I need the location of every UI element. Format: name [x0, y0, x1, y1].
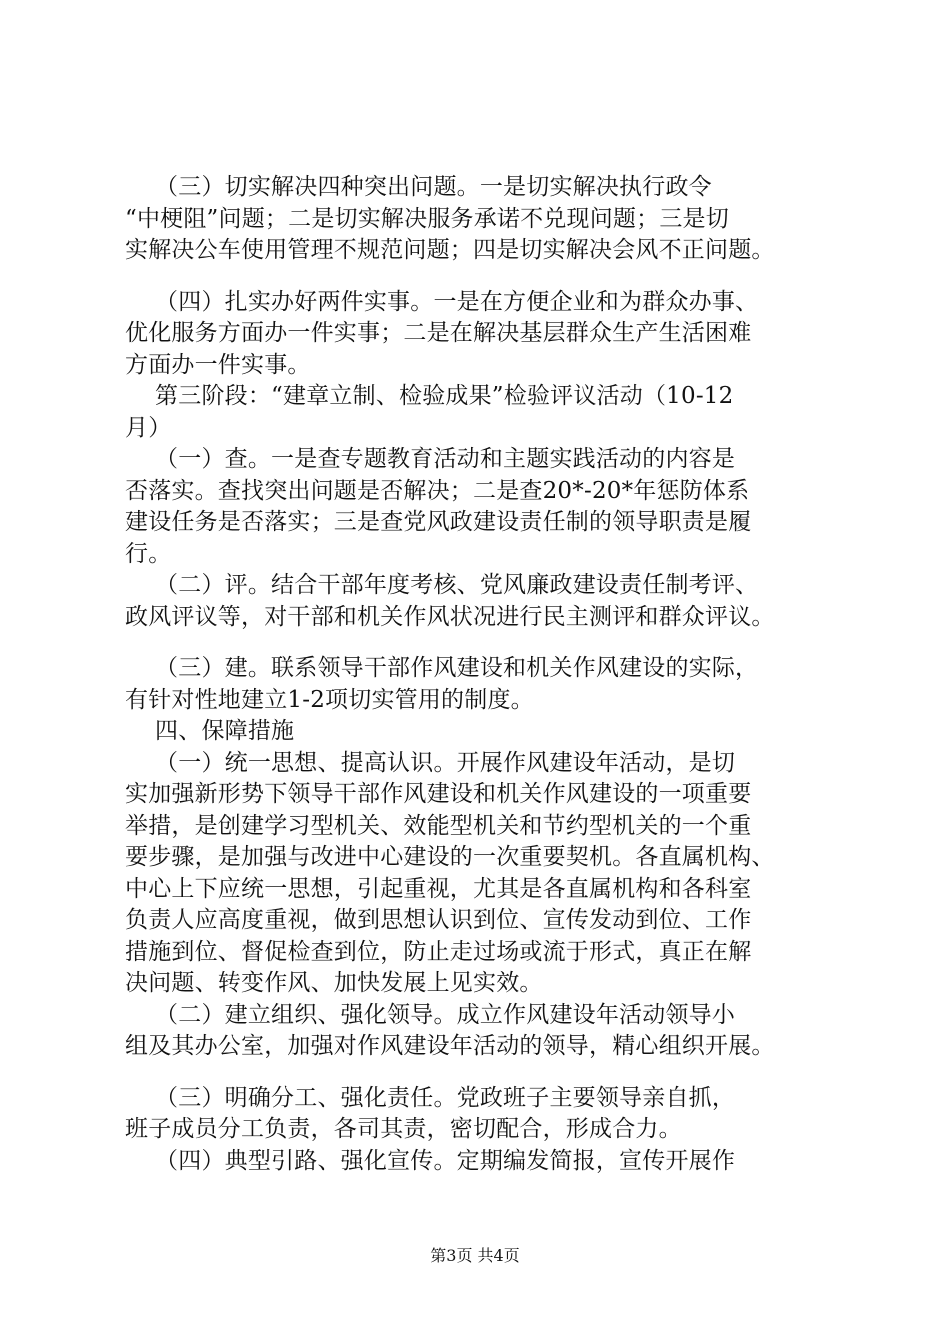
text-line: （三）切实解决四种突出问题。一是切实解决执行政令 [125, 174, 712, 200]
text-line: 负责人应高度重视，做到思想认识到位、宣传发动到位、工作 [125, 907, 752, 933]
paragraph-gap [125, 267, 845, 287]
text-line: 决问题、转变作风、加快发展上见实效。 [125, 970, 543, 996]
text-line: “中梗阻”问题；二是切实解决服务承诺不兑现问题；三是切 [125, 205, 729, 232]
text-line: （二）建立组织、强化领导。成立作风建设年活动领导小 [125, 1001, 736, 1028]
text-line: （二）评。结合干部年度考核、党风廉政建设责任制考评、 [125, 572, 759, 598]
text-line: 组及其办公室，加强对作风建设年活动的领导，精心组织开展。 [125, 1033, 775, 1059]
text-line: 要步骤，是加强与改进中心建设的一次重要契机。各直属机构、 [125, 844, 775, 870]
page-footer: 第3页 共4页 [430, 1246, 520, 1265]
paragraph-gap [125, 1063, 845, 1083]
text-line: （一）统一思想、提高认识。开展作风建设年活动，是切 [125, 749, 736, 776]
text-line: （四）典型引路、强化宣传。定期编发简报，宣传开展作 [125, 1147, 736, 1174]
text-line: 实解决公车使用管理不规范问题；四是切实解决会风不正问题。 [125, 237, 775, 263]
text-line: 中心上下应统一思想，引起重视，尤其是各直属机构和各科室 [125, 875, 752, 902]
text-line: （一）查。一是查专题教育活动和主题实践活动的内容是 [125, 446, 736, 472]
text-line: 举措，是创建学习型机关、效能型机关和节约型机关的一个重 [125, 812, 752, 839]
text-line: 行。 [125, 540, 172, 567]
text-line: 措施到位、督促检查到位，防止走过场或流于形式，真正在解 [125, 938, 752, 965]
paragraph-gap [125, 633, 845, 653]
text-line: 优化服务方面办一件实事；二是在解决基层群众生产生活困难 [125, 320, 752, 346]
text-line: 有针对性地建立1-2项切实管用的制度。 [125, 686, 534, 713]
text-line: 第三阶段：“建章立制、检验成果”检验评议活动（10-12 [125, 383, 734, 409]
text-line: 建设任务是否落实；三是查党风政建设责任制的领导职责是履 [125, 509, 752, 535]
text-line: （三）明确分工、强化责任。党政班子主要领导亲自抓， [125, 1084, 736, 1111]
text-line: 班子成员分工负责，各司其责，密切配合，形成合力。 [125, 1116, 682, 1142]
text-line: 实加强新形势下领导干部作风建设和机关作风建设的一项重要 [125, 781, 752, 807]
text-line: 方面办一件实事。 [125, 351, 311, 378]
text-line: 月） [125, 414, 172, 441]
text-line: 否落实。查找突出问题是否解决；二是查20*-20*年惩防体系 [125, 477, 750, 504]
document-body [125, 172, 845, 1177]
text-line: （四）扎实办好两件实事。一是在方便企业和为群众办事、 [125, 288, 759, 315]
text-line: 政风评议等，对干部和机关作风状况进行民主测评和群众评议。 [125, 603, 775, 630]
text-line: （三）建。联系领导干部作风建设和机关作风建设的实际， [125, 655, 759, 681]
text-line: 四、保障措施 [125, 718, 295, 744]
